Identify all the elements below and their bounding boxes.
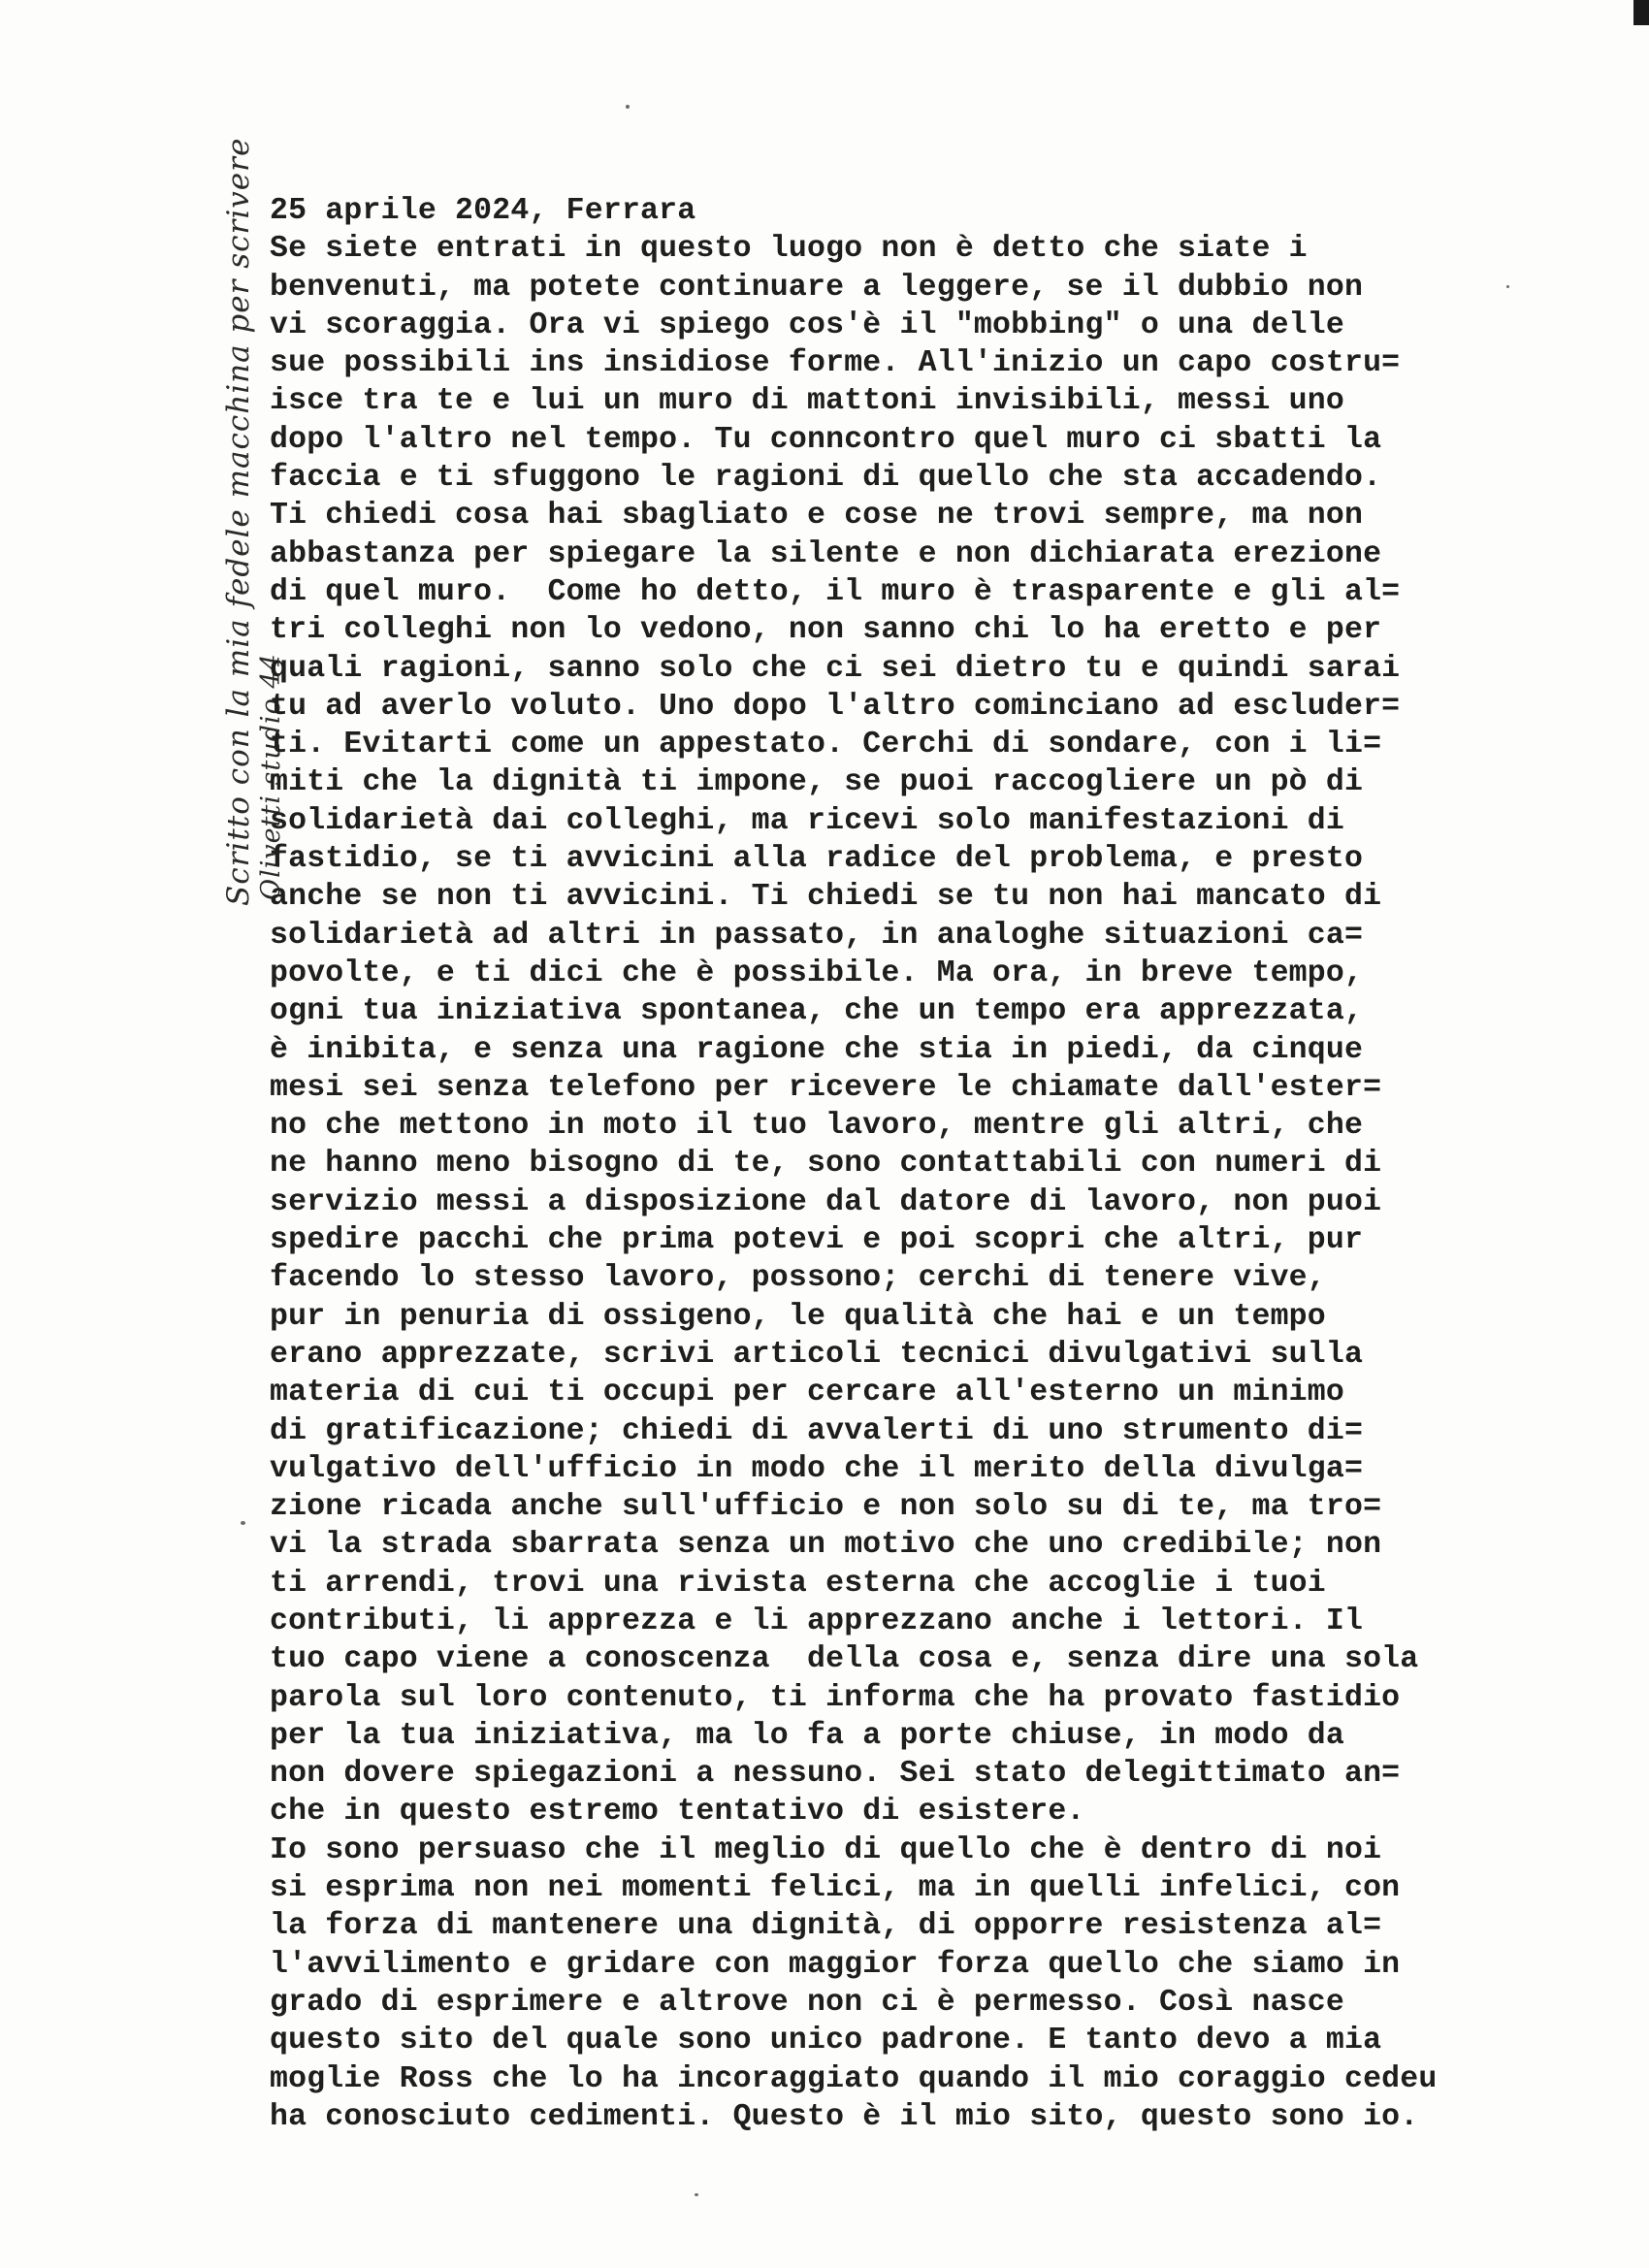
typed-line: faccia e ti sfuggono le ragioni di quello che sta accadendo. <box>270 461 1382 496</box>
typed-line: anche se non ti avvicini. Ti chiedi se tu non hai mancato di <box>270 880 1382 915</box>
typed-line: questo sito del quale sono unico padrone. E tanto devo a mia <box>270 2024 1382 2058</box>
ink-speck <box>241 1521 245 1525</box>
typed-line: parola sul loro contenuto, ti informa che ha provato fastidio <box>270 1680 1401 1715</box>
typed-text-body <box>270 192 1560 2136</box>
typed-line: Se siete entrati in questo luogo non è detto che siate i <box>270 232 1308 267</box>
typed-line: di quel muro. Come ho detto, il muro è trasparente e gli al= <box>270 574 1401 609</box>
margin-note-line-2: Olivetti studio 44 <box>256 653 286 900</box>
typed-line: tri colleghi non lo vedono, non sanno chi lo ha eretto e per <box>270 613 1382 648</box>
typed-line: fastidio, se ti avvicini alla radice del problema, e presto <box>270 842 1364 877</box>
typed-line: vulgativo dell'ufficio in modo che il merito della divulga= <box>270 1451 1364 1486</box>
typed-line: solidarietà ad altri in passato, in analoghe situazioni ca= <box>270 918 1364 953</box>
typed-line: ne hanno meno bisogno di te, sono contattabili con numeri di <box>270 1147 1382 1182</box>
ink-speck <box>626 105 630 109</box>
typed-line: non dovere spiegazioni a nessuno. Sei stato delegittimato an= <box>270 1757 1401 1792</box>
typed-line: ha conosciuto cedimenti. Questo è il mio sito, questo sono io. <box>270 2099 1419 2134</box>
ink-speck <box>1506 285 1509 288</box>
typed-line: dopo l'altro nel tempo. Tu conncontro quel muro ci sbatti la <box>270 422 1382 457</box>
typed-line: materia di cui ti occupi per cercare all'esterno un minimo <box>270 1376 1344 1410</box>
typed-line: ti arrendi, trovi una rivista esterna che accoglie i tuoi <box>270 1566 1326 1601</box>
typed-line: zione ricada anche sull'ufficio e non solo su di te, ma tro= <box>270 1490 1382 1525</box>
typed-line: è inibita, e senza una ragione che stia in piedi, da cinque <box>270 1032 1364 1067</box>
typed-line: povolte, e ti dici che è possibile. Ma ora, in breve tempo, <box>270 956 1364 990</box>
typed-line: sue possibili ins insidiose forme. All'inizio un capo costru= <box>270 346 1401 381</box>
typed-line: pur in penuria di ossigeno, le qualità che hai e un tempo <box>270 1299 1326 1334</box>
typed-line: Io sono persuaso che il meglio di quello che è dentro di noi <box>270 1832 1382 1867</box>
typed-line: che in questo estremo tentativo di esistere. <box>270 1795 1085 1830</box>
typed-line: mesi sei senza telefono per ricevere le chiamate dall'ester= <box>270 1070 1382 1105</box>
ink-speck <box>695 2193 698 2196</box>
typed-line: ogni tua iniziativa spontanea, che un tempo era apprezzata, <box>270 994 1364 1029</box>
typed-line: tuo capo viene a conoscenza della cosa e, senza dire una sola <box>270 1642 1419 1677</box>
typed-line: isce tra te e lui un muro di mattoni invisibili, messi uno <box>270 384 1344 419</box>
typed-line: 25 aprile 2024, Ferrara <box>270 194 696 228</box>
typed-line: si esprima non nei momenti felici, ma in quelli infelici, con <box>270 1871 1401 1906</box>
typed-line: vi la strada sbarrata senza un motivo che uno credibile; non <box>270 1528 1382 1563</box>
typed-line: vi scoraggia. Ora vi spiego cos'è il "mobbing" o una delle <box>270 308 1344 342</box>
typed-line: erano apprezzate, scrivi articoli tecnici divulgativi sulla <box>270 1337 1364 1372</box>
typed-line: spedire pacchi che prima potevi e poi scopri che altri, pur <box>270 1223 1364 1258</box>
typed-line: grado di esprimere e altrove non ci è permesso. Così nasce <box>270 1985 1344 2020</box>
typed-line: solidarietà dai colleghi, ma ricevi solo manifestazioni di <box>270 803 1344 838</box>
typed-line: servizio messi a disposizione dal datore di lavoro, non puoi <box>270 1184 1382 1219</box>
typed-line: facendo lo stesso lavoro, possono; cerchi di tenere vive, <box>270 1261 1326 1296</box>
typed-line: contributi, li apprezza e li apprezzano anche i lettori. Il <box>270 1604 1364 1638</box>
typed-line: l'avvilimento e gridare con maggior forza quello che siamo in <box>270 1947 1401 1982</box>
typed-line: per la tua iniziativa, ma lo fa a porte chiuse, in modo da <box>270 1718 1344 1753</box>
margin-note-line-1: Scritto con la mia fedele macchina per scrivere <box>221 137 256 906</box>
typed-line: moglie Ross che lo ha incoraggiato quando il mio coraggio cedeu <box>270 2061 1438 2096</box>
typed-line: la forza di mantenere una dignità, di opporre resistenza al= <box>270 1909 1382 1944</box>
typed-line: ti. Evitarti come un appestato. Cerchi di sondare, con i li= <box>270 728 1382 762</box>
typed-line: quali ragioni, sanno solo che ci sei dietro tu e quindi sarai <box>270 651 1401 686</box>
typed-line: no che mettono in moto il tuo lavoro, mentre gli altri, che <box>270 1109 1364 1144</box>
typed-line: abbastanza per spiegare la silente e non dichiarata erezione <box>270 536 1382 571</box>
typed-line: di gratificazione; chiedi di avvalerti di uno strumento di= <box>270 1413 1364 1448</box>
scan-edge-mark <box>1633 0 1649 25</box>
typed-line: miti che la dignità ti impone, se puoi raccogliere un pò di <box>270 765 1364 800</box>
typed-line: Ti chiedi cosa hai sbagliato e cose ne trovi sempre, ma non <box>270 499 1364 534</box>
typed-line: tu ad averlo voluto. Uno dopo l'altro cominciano ad escluder= <box>270 689 1401 724</box>
typed-line: benvenuti, ma potete continuare a leggere, se il dubbio non <box>270 270 1364 305</box>
